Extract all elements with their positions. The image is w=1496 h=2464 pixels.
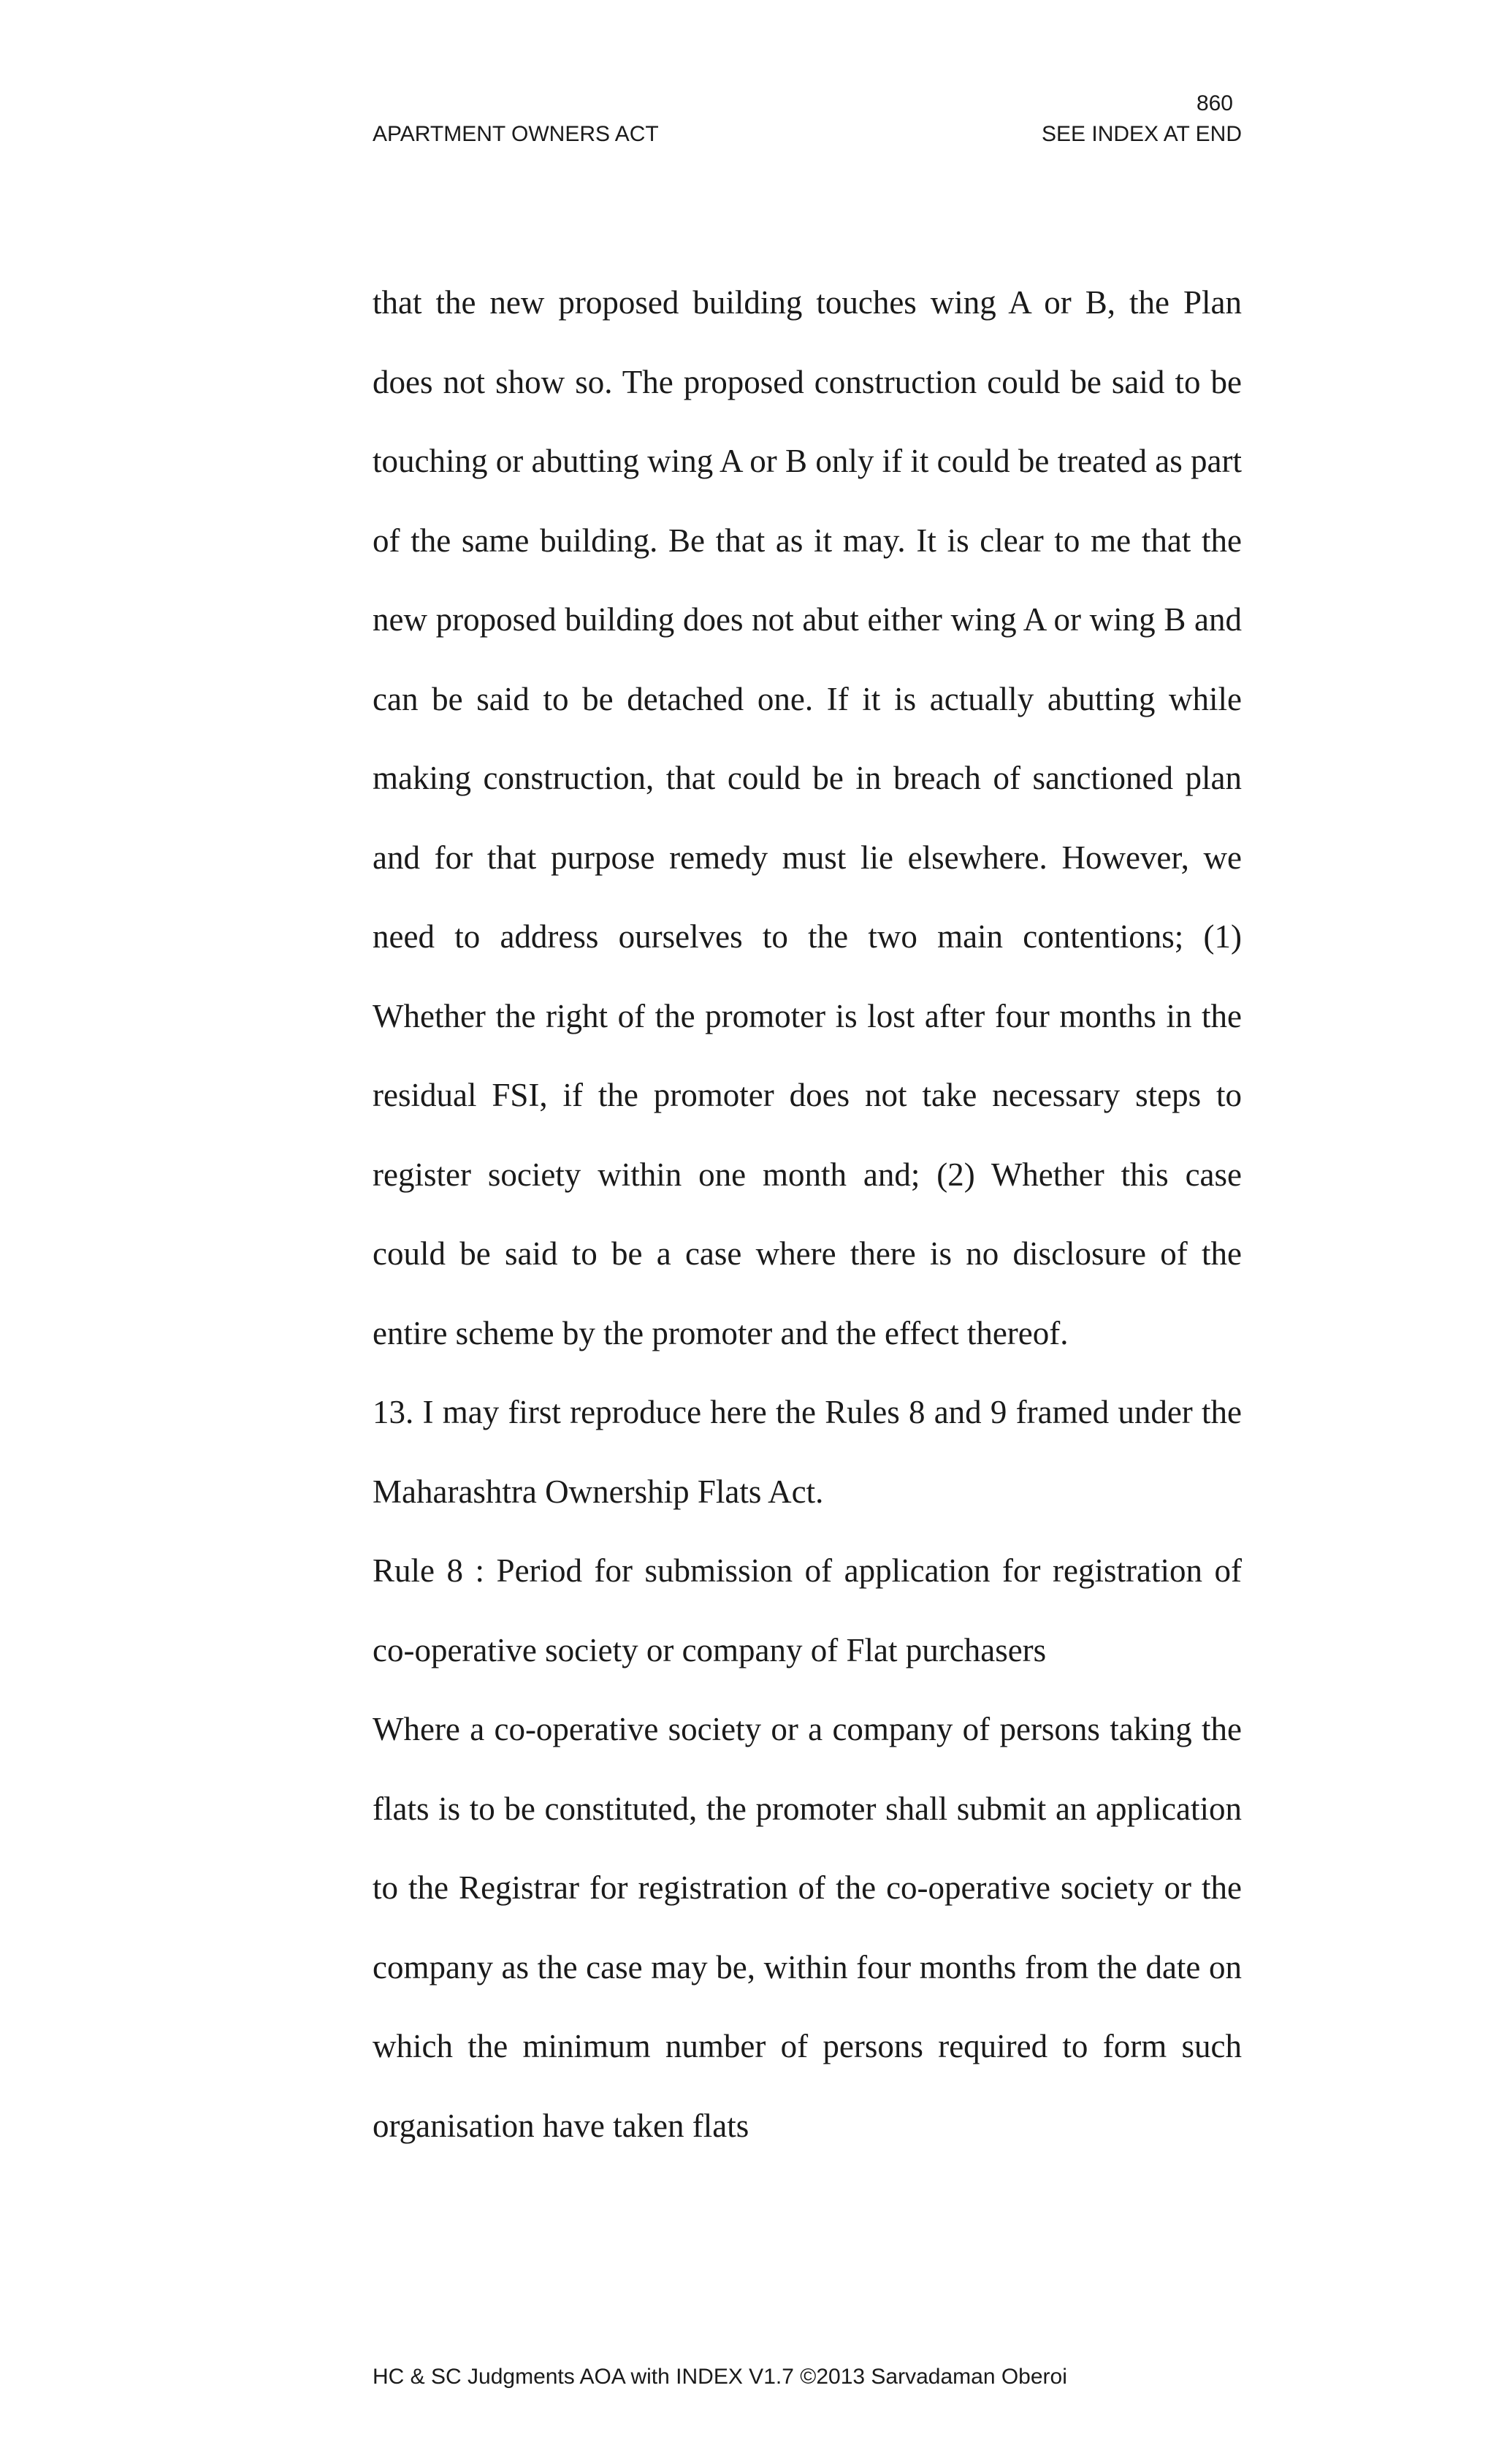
- document-body: [373, 263, 1242, 2165]
- rule-8-heading: Rule 8 : Period for submission of application for registration of co-operative society or company of Flat purchasers: [373, 1552, 1242, 1668]
- header-title: APARTMENT OWNERS ACT: [373, 122, 659, 146]
- paragraph-13: 13. I may first reproduce here the Rules 8 and 9 framed under the Maharashtra Ownership Flats Act.: [373, 1394, 1242, 1510]
- rule-8-text: Where a co-operative society or a company of persons taking the flats is to be constituted, the promoter shall submit an application to the Registrar for registration of the co-operative society or the company as the case may be, within four months from the date on which the minimum number of persons required to form such organisation have taken flats: [373, 1711, 1242, 2144]
- running-header: [373, 120, 1242, 149]
- header-index-note: SEE INDEX AT END: [1042, 122, 1242, 146]
- paragraph-discussion: that the new proposed building touches wing A or B, the Plan does not show so. The proposed construction could be said to be touching or abutting wing A or B only if it could be treated as part of the same building. Be that as it may. It is clear to me that the new proposed building does not abut either wing A or wing B and can be said to be detached one. If it is actually abutting while making construction, that could be in breach of sanctioned plan and for that purpose remedy must lie elsewhere. However, we need to address ourselves to the two main contentions; (1) Whether the right of the promoter is lost after four months in the residual FSI, if the promoter does not take necessary steps to register society within one month and; (2) Whether this case could be said to be a case where there is no disclosure of the entire scheme by the promoter and the effect thereof.: [373, 284, 1242, 1351]
- page-number: 860: [1196, 91, 1233, 115]
- page-footer: HC & SC Judgments AOA with INDEX V1.7 ©2013 Sarvadaman Oberoi: [373, 2365, 1067, 2389]
